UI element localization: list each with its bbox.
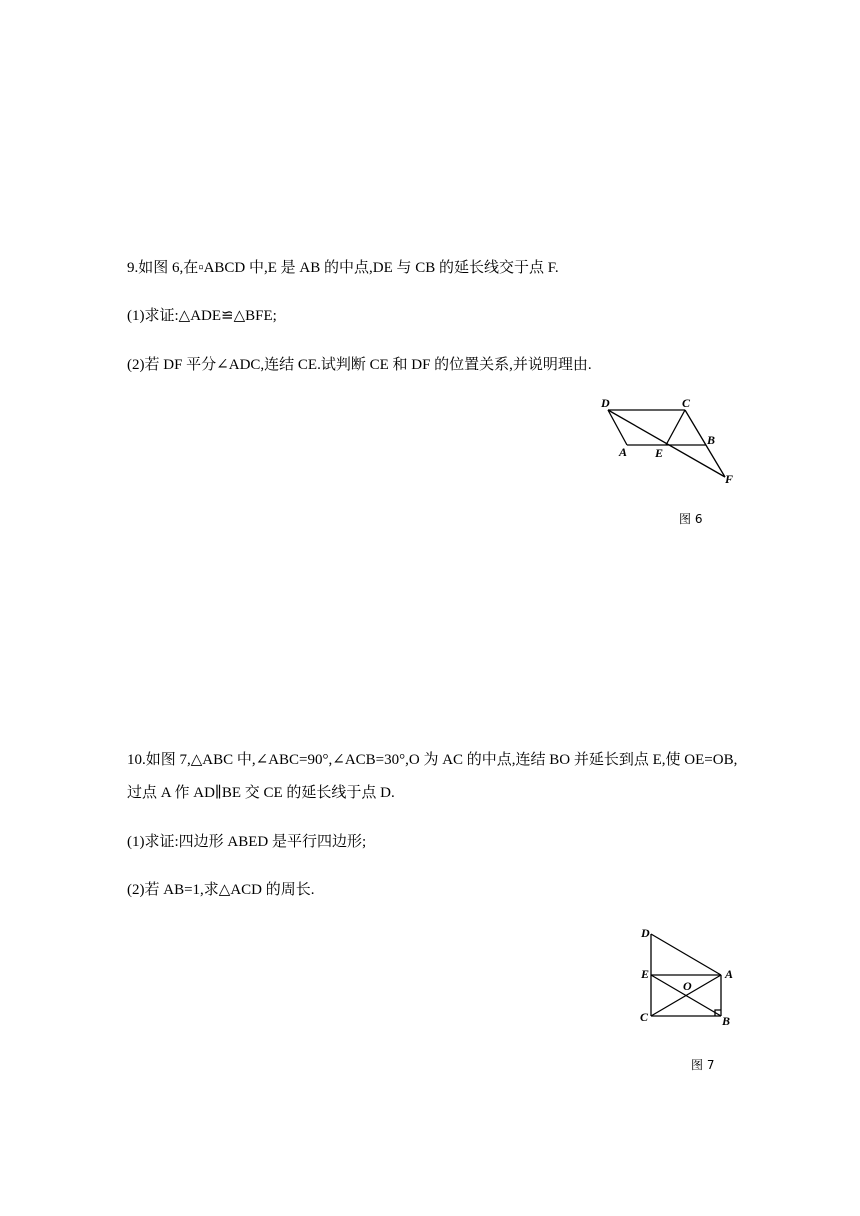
label-E: E (655, 446, 664, 460)
q10-line3: (1)求证:四边形 ABED 是平行四边形; (127, 834, 367, 850)
label-B: B (722, 1014, 731, 1028)
label-A: A (619, 445, 628, 459)
figure-7-caption: 图 7 (691, 1058, 715, 1072)
seg-DA (651, 934, 721, 975)
label-B: B (707, 433, 716, 447)
figure-6-caption: 图 6 (679, 512, 703, 526)
q9-line2: (1)求证:△ADE≌△BFE; (127, 308, 277, 324)
figure-7 (635, 922, 745, 1030)
label-O: O (683, 979, 692, 993)
q10-line1: 10.如图 7,△ABC 中,∠ABC=90°,∠ACB=30°,O 为 AC 的中点,连结 BO 并延长到点 E,使 OE=OB, (127, 752, 738, 768)
q10-line2: 过点 A 作 AD∥BE 交 CE 的延长线于点 D. (127, 785, 395, 801)
seg-CE (666, 410, 685, 445)
q9-line1: 9.如图 6,在▫ABCD 中,E 是 AB 的中点,DE 与 CB 的延长线交于点 F. (127, 260, 559, 276)
label-E: E (641, 967, 650, 981)
q9-line3: (2)若 DF 平分∠ADC,连结 CE.试判断 CE 和 DF 的位置关系,并说明理由. (127, 357, 592, 373)
label-C: C (640, 1010, 649, 1024)
label-D: D (641, 926, 650, 940)
figure-6 (595, 393, 745, 488)
label-A: A (725, 967, 734, 981)
label-D: D (601, 396, 610, 410)
q10-line4: (2)若 AB=1,求△ACD 的周长. (127, 882, 315, 898)
label-C: C (682, 396, 691, 410)
label-F: F (725, 472, 734, 486)
seg-CF (685, 410, 725, 477)
